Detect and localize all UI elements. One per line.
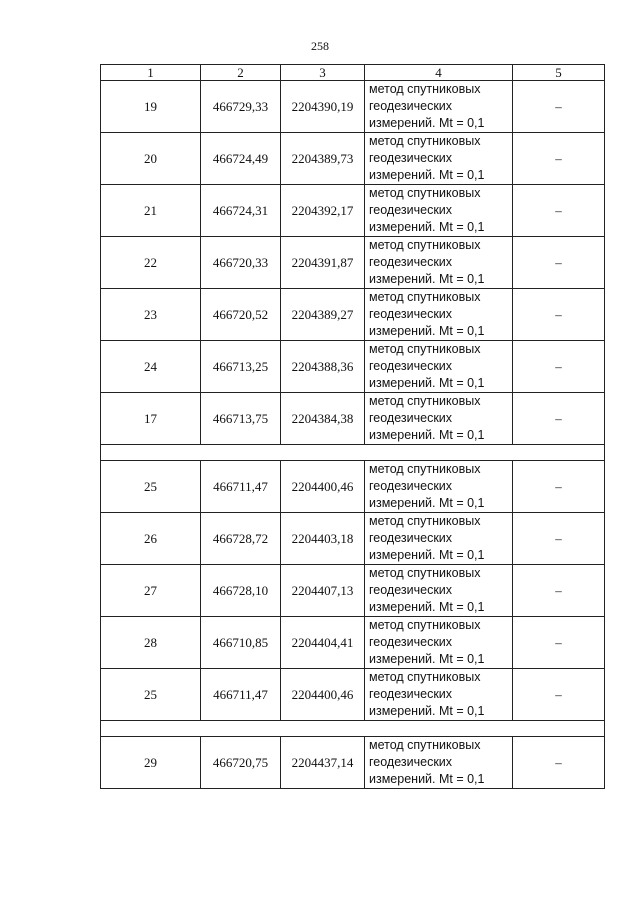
method-line: геодезических xyxy=(369,687,453,701)
table-row xyxy=(101,565,605,617)
x-coordinate-cell: 466724,31 xyxy=(201,185,281,237)
table-row xyxy=(101,81,605,133)
x-coordinate-cell: 466711,47 xyxy=(201,461,281,513)
y-coordinate-cell: 2204437,14 xyxy=(281,737,365,789)
method-line: метод спутниковых xyxy=(369,670,481,684)
table-row xyxy=(101,185,605,237)
point-number-cell: 20 xyxy=(101,133,201,185)
x-coordinate-cell: 466720,52 xyxy=(201,289,281,341)
group-separator-row xyxy=(101,445,605,461)
method-cell xyxy=(365,669,513,721)
column-header: 2 xyxy=(201,65,281,81)
method-line: метод спутниковых xyxy=(369,238,481,252)
point-number-cell: 24 xyxy=(101,341,201,393)
y-coordinate-cell: 2204389,73 xyxy=(281,133,365,185)
separator-cell xyxy=(101,445,605,461)
x-coordinate-cell: 466720,33 xyxy=(201,237,281,289)
column-header: 3 xyxy=(281,65,365,81)
table-row xyxy=(101,133,605,185)
point-number-cell: 19 xyxy=(101,81,201,133)
method-line: метод спутниковых xyxy=(369,342,481,356)
method-line: метод спутниковых xyxy=(369,134,481,148)
method-cell xyxy=(365,341,513,393)
method-line: измерений. Mt = 0,1 xyxy=(369,272,485,286)
x-coordinate-cell: 466728,10 xyxy=(201,565,281,617)
note-cell: – xyxy=(513,289,605,341)
note-cell: – xyxy=(513,81,605,133)
method-line: измерений. Mt = 0,1 xyxy=(369,376,485,390)
method-line: метод спутниковых xyxy=(369,394,481,408)
method-line: геодезических xyxy=(369,307,453,321)
point-number-cell: 25 xyxy=(101,461,201,513)
table-row xyxy=(101,461,605,513)
method-cell xyxy=(365,185,513,237)
method-line: метод спутниковых xyxy=(369,738,481,752)
column-header: 4 xyxy=(365,65,513,81)
table-row xyxy=(101,513,605,565)
method-line: геодезических xyxy=(369,479,453,493)
method-line: измерений. Mt = 0,1 xyxy=(369,496,485,510)
table-row xyxy=(101,737,605,789)
y-coordinate-cell: 2204400,46 xyxy=(281,669,365,721)
x-coordinate-cell: 466711,47 xyxy=(201,669,281,721)
table-row xyxy=(101,669,605,721)
method-line: метод спутниковых xyxy=(369,514,481,528)
method-cell xyxy=(365,133,513,185)
column-header: 5 xyxy=(513,65,605,81)
method-cell xyxy=(365,513,513,565)
x-coordinate-cell: 466728,72 xyxy=(201,513,281,565)
method-line: измерений. Mt = 0,1 xyxy=(369,116,485,130)
x-coordinate-cell: 466720,75 xyxy=(201,737,281,789)
table-row xyxy=(101,617,605,669)
x-coordinate-cell: 466713,75 xyxy=(201,393,281,445)
point-number-cell: 27 xyxy=(101,565,201,617)
separator-cell xyxy=(101,721,605,737)
note-cell: – xyxy=(513,513,605,565)
method-line: измерений. Mt = 0,1 xyxy=(369,772,485,786)
method-line: геодезических xyxy=(369,99,453,113)
method-line: геодезических xyxy=(369,411,453,425)
method-cell xyxy=(365,617,513,669)
table-row xyxy=(101,393,605,445)
method-line: геодезических xyxy=(369,755,453,769)
method-line: метод спутниковых xyxy=(369,566,481,580)
y-coordinate-cell: 2204392,17 xyxy=(281,185,365,237)
coordinates-table-body xyxy=(101,65,605,789)
method-line: геодезических xyxy=(369,583,453,597)
note-cell: – xyxy=(513,393,605,445)
note-cell: – xyxy=(513,461,605,513)
method-line: геодезических xyxy=(369,359,453,373)
note-cell: – xyxy=(513,617,605,669)
point-number-cell: 23 xyxy=(101,289,201,341)
method-line: измерений. Mt = 0,1 xyxy=(369,428,485,442)
method-line: геодезических xyxy=(369,203,453,217)
y-coordinate-cell: 2204388,36 xyxy=(281,341,365,393)
method-line: измерений. Mt = 0,1 xyxy=(369,168,485,182)
y-coordinate-cell: 2204390,19 xyxy=(281,81,365,133)
note-cell: – xyxy=(513,185,605,237)
method-line: измерений. Mt = 0,1 xyxy=(369,548,485,562)
method-line: геодезических xyxy=(369,255,453,269)
method-cell xyxy=(365,289,513,341)
page-number: 258 xyxy=(311,39,329,53)
method-cell xyxy=(365,737,513,789)
method-line: метод спутниковых xyxy=(369,82,481,96)
method-cell xyxy=(365,81,513,133)
note-cell: – xyxy=(513,237,605,289)
y-coordinate-cell: 2204404,41 xyxy=(281,617,365,669)
method-line: метод спутниковых xyxy=(369,290,481,304)
column-header: 1 xyxy=(101,65,201,81)
method-line: метод спутниковых xyxy=(369,186,481,200)
note-cell: – xyxy=(513,565,605,617)
method-line: геодезических xyxy=(369,151,453,165)
method-line: метод спутниковых xyxy=(369,462,481,476)
method-line: измерений. Mt = 0,1 xyxy=(369,600,485,614)
x-coordinate-cell: 466724,49 xyxy=(201,133,281,185)
x-coordinate-cell: 466713,25 xyxy=(201,341,281,393)
method-line: измерений. Mt = 0,1 xyxy=(369,324,485,338)
table-row xyxy=(101,341,605,393)
y-coordinate-cell: 2204389,27 xyxy=(281,289,365,341)
method-line: измерений. Mt = 0,1 xyxy=(369,652,485,666)
method-cell xyxy=(365,237,513,289)
point-number-cell: 22 xyxy=(101,237,201,289)
method-line: измерений. Mt = 0,1 xyxy=(369,220,485,234)
point-number-cell: 21 xyxy=(101,185,201,237)
note-cell: – xyxy=(513,737,605,789)
y-coordinate-cell: 2204391,87 xyxy=(281,237,365,289)
point-number-cell: 17 xyxy=(101,393,201,445)
method-cell xyxy=(365,461,513,513)
y-coordinate-cell: 2204407,13 xyxy=(281,565,365,617)
coordinates-table xyxy=(100,64,605,789)
table-header-row xyxy=(101,65,605,81)
note-cell: – xyxy=(513,133,605,185)
point-number-cell: 28 xyxy=(101,617,201,669)
table-row xyxy=(101,289,605,341)
method-line: метод спутниковых xyxy=(369,618,481,632)
table-row xyxy=(101,237,605,289)
method-cell xyxy=(365,565,513,617)
x-coordinate-cell: 466729,33 xyxy=(201,81,281,133)
method-line: измерений. Mt = 0,1 xyxy=(369,704,485,718)
point-number-cell: 29 xyxy=(101,737,201,789)
method-line: геодезических xyxy=(369,635,453,649)
y-coordinate-cell: 2204400,46 xyxy=(281,461,365,513)
method-cell xyxy=(365,393,513,445)
point-number-cell: 26 xyxy=(101,513,201,565)
y-coordinate-cell: 2204384,38 xyxy=(281,393,365,445)
point-number-cell: 25 xyxy=(101,669,201,721)
group-separator-row xyxy=(101,721,605,737)
x-coordinate-cell: 466710,85 xyxy=(201,617,281,669)
method-line: геодезических xyxy=(369,531,453,545)
note-cell: – xyxy=(513,341,605,393)
y-coordinate-cell: 2204403,18 xyxy=(281,513,365,565)
note-cell: – xyxy=(513,669,605,721)
